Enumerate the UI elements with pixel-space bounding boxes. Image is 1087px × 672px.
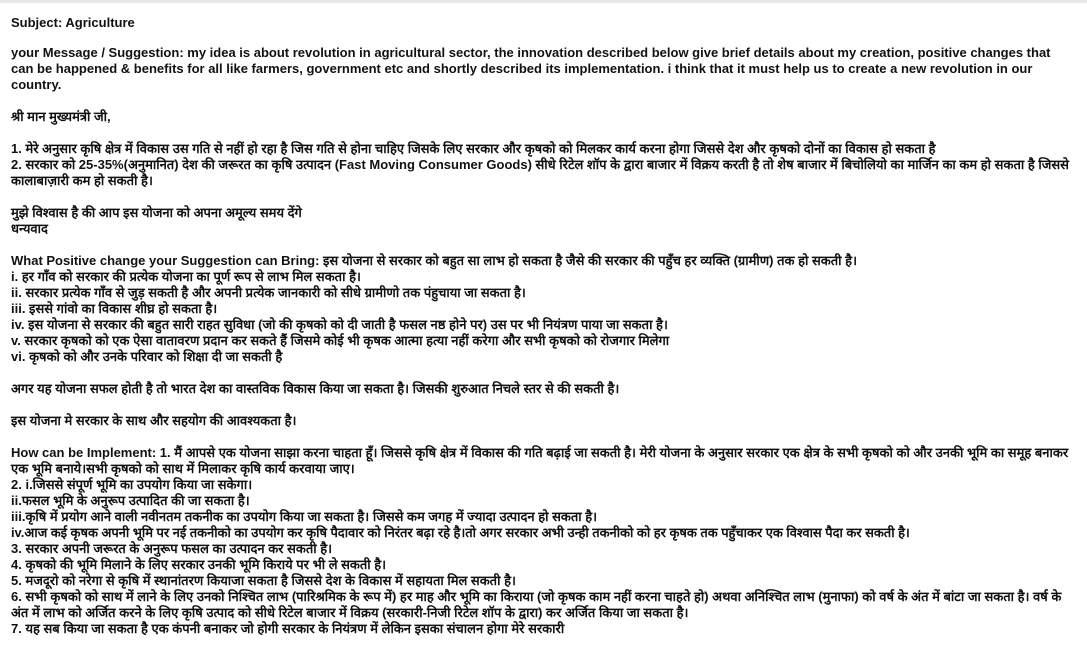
- subject-line: Subject: Agriculture: [11, 15, 135, 30]
- cooperation-line: इस योजना मे सरकार के साथ और सहयोग की आवश्यकता है।: [11, 413, 297, 428]
- suggestion-document: [11, 15, 1071, 636]
- implement-item: ii.फसल भूमि के अनुरूप उत्पादित की जा सकता है।: [11, 493, 250, 508]
- spacer: [11, 93, 1071, 109]
- implement-item: iii.कृषि में प्रयोग आने वाली नवीनतम तकनीक का उपयोग किया जा सकता है। जिससे कम जगह में ज्यादा उत्पादन हो सकता है।: [11, 509, 598, 524]
- implement-item: 3. सरकार अपनी जरूरत के अनुरूप फसल का उत्पादन कर सकती है।: [11, 541, 333, 556]
- implement-item: 2. i.जिससे संपूर्ण भूमि का उपयोग किया जा सकेगा।: [11, 477, 253, 492]
- spacer: [11, 397, 1071, 413]
- spacer: [11, 429, 1071, 445]
- trust-line: मुझे विश्वास है की आप इस योजना को अपना अमूल्य समय देंगे: [11, 205, 302, 220]
- positive-change-item: iv. इस योजना से सरकार की बहुत सारी राहत सुविधा (जो की कृषको को दी जाती है फसल नष्ठ होने पर) उस पर भी नियंत्रण पाया जा सकता है।: [11, 317, 668, 332]
- success-line: अगर यह योजना सफल होती है तो भारत देश का वास्तविक विकास किया जा सकता है। जिसकी शुरुआत निचले स्तर से की सकती है।: [11, 381, 620, 396]
- spacer: [11, 189, 1071, 205]
- positive-change-item: i. हर गाँव को सरकार की प्रत्येक योजना का पूर्ण रूप से लाभ मिल सकता है।: [11, 269, 361, 284]
- thanks-line: धन्यवाद: [11, 221, 48, 236]
- positive-change-item: vi. कृषको को और उनके परिवार को शिक्षा दी जा सकती है: [11, 349, 283, 364]
- positive-change-item: ii. सरकार प्रत्येक गाँव से जुड़ सकती है और अपनी प्रत्येक जानकारी को सीधे ग्रामीणो तक पंहुचाया जा सकता है।: [11, 285, 526, 300]
- implement-item: 6. सभी कृषको को साथ में लाने के लिए उनको निश्चित लाभ (पारिश्रमिक के रूप में) हर माह और भूमि का किराया (जो कृषक काम नहीं करना चाहते हो) अथवा अनिश्चित लाभ (मुनाफा) को वर्ष के अंत में बांटा जा सकता है। वर्ष के अंत में लाभ को अर्जित करने के लिए कृषि उत्पाद को सीधे रिटेल बाजार में विक्रय (सरकारी-निजी रिटेल शॉप के द्वारा) कर अर्जित किया जा सकता है।: [11, 589, 1062, 620]
- salutation: श्री मान मुख्यमंत्री जी,: [11, 109, 111, 124]
- message-paragraph: your Message / Suggestion: my idea is about revolution in agricultural sector, the innovation described below give brief details about my creation, positive changes that can be happened & benefits for all like farmers, government etc and shortly described its implementation. i think that it must help us to create a new revolution in our country.: [11, 45, 1051, 92]
- positive-change-item: iii. इससे गांवो का विकास शीघ्र हो सकता है।: [11, 301, 218, 316]
- point-1: 1. मेरे अनुसार कृषि क्षेत्र में विकास उस गति से नहीं हो रहा है जिस गति से होना चाहिए जिसके लिए सरकार और कृषको को मिलकर कार्य करना होगा जिससे देश और कृषको दोनों का विकास हो सकता है: [11, 141, 936, 156]
- spacer: [11, 365, 1071, 381]
- top-divider: [0, 0, 1087, 3]
- positive-change-heading: What Positive change your Suggestion can Bring: इस योजना से सरकार को बहुत सा लाभ हो सकता है जैसे की सरकार की पहुँच हर व्यक्ति (ग्रामीण) तक हो सकती है।: [11, 253, 857, 268]
- implement-item: 5. मजदूरो को नरेगा से कृषि में स्थानांतरण कियाजा सकता है जिससे देश के विकास में सहायता मिल सकती है।: [11, 573, 516, 588]
- implement-intro: How can be Implement: 1. मैं आपसे एक योजना साझा करना चाहता हूँ। जिससे कृषि क्षेत्र में विकास की गति बढ़ाई जा सकती है। मेरी योजना के अनुसार सरकार एक क्षेत्र के सभी कृषको को और उनकी भूमि का समूह बनाकर एक भूमि बनाये।सभी कृषको को साथ में मिलाकर कृषि कार्य करवाया जाए।: [11, 445, 1069, 476]
- spacer: [11, 125, 1071, 141]
- point-2: 2. सरकार को 25-35%(अनुमानित) देश की जरूरत का कृषि उत्पादन (Fast Moving Consumer Goods) सीधे रिटेल शॉप के द्वारा बाजार में विक्रय करती है तो शेष बाजार में बिचोलियो का मार्जिन का कम हो सकता है जिससे कालाबाज़ारी कम हो सकती है।: [11, 157, 1069, 188]
- implement-item: iv.आज कई कृषक अपनी भूमि पर नई तकनीको का उपयोग कर कृषि पैदावार को निरंतर बढ़ा रहे है।तो अगर सरकार अभी उन्ही तकनीको को हर कृषक तक पहुँचाकर एक विश्वास पैदा कर सकती है।: [11, 525, 910, 540]
- implement-item: 7. यह सब किया जा सकता है एक कंपनी बनाकर जो होगी सरकार के नियंत्रण में लेकिन इसका संचालन होगा मेरे सरकारी: [11, 621, 565, 636]
- positive-change-item: v. सरकार कृषको को एक ऐसा वातावरण प्रदान कर सकते हैं जिसमे कोई भी कृषक आत्मा हत्या नहीं करेगा और सभी कृषको को रोजगार मिलेगा: [11, 333, 670, 348]
- spacer: [11, 237, 1071, 253]
- implement-item: 4. कृषको की भूमि मिलाने के लिए सरकार उनकी भूमि किराये पर भी ले सकती है।: [11, 557, 387, 572]
